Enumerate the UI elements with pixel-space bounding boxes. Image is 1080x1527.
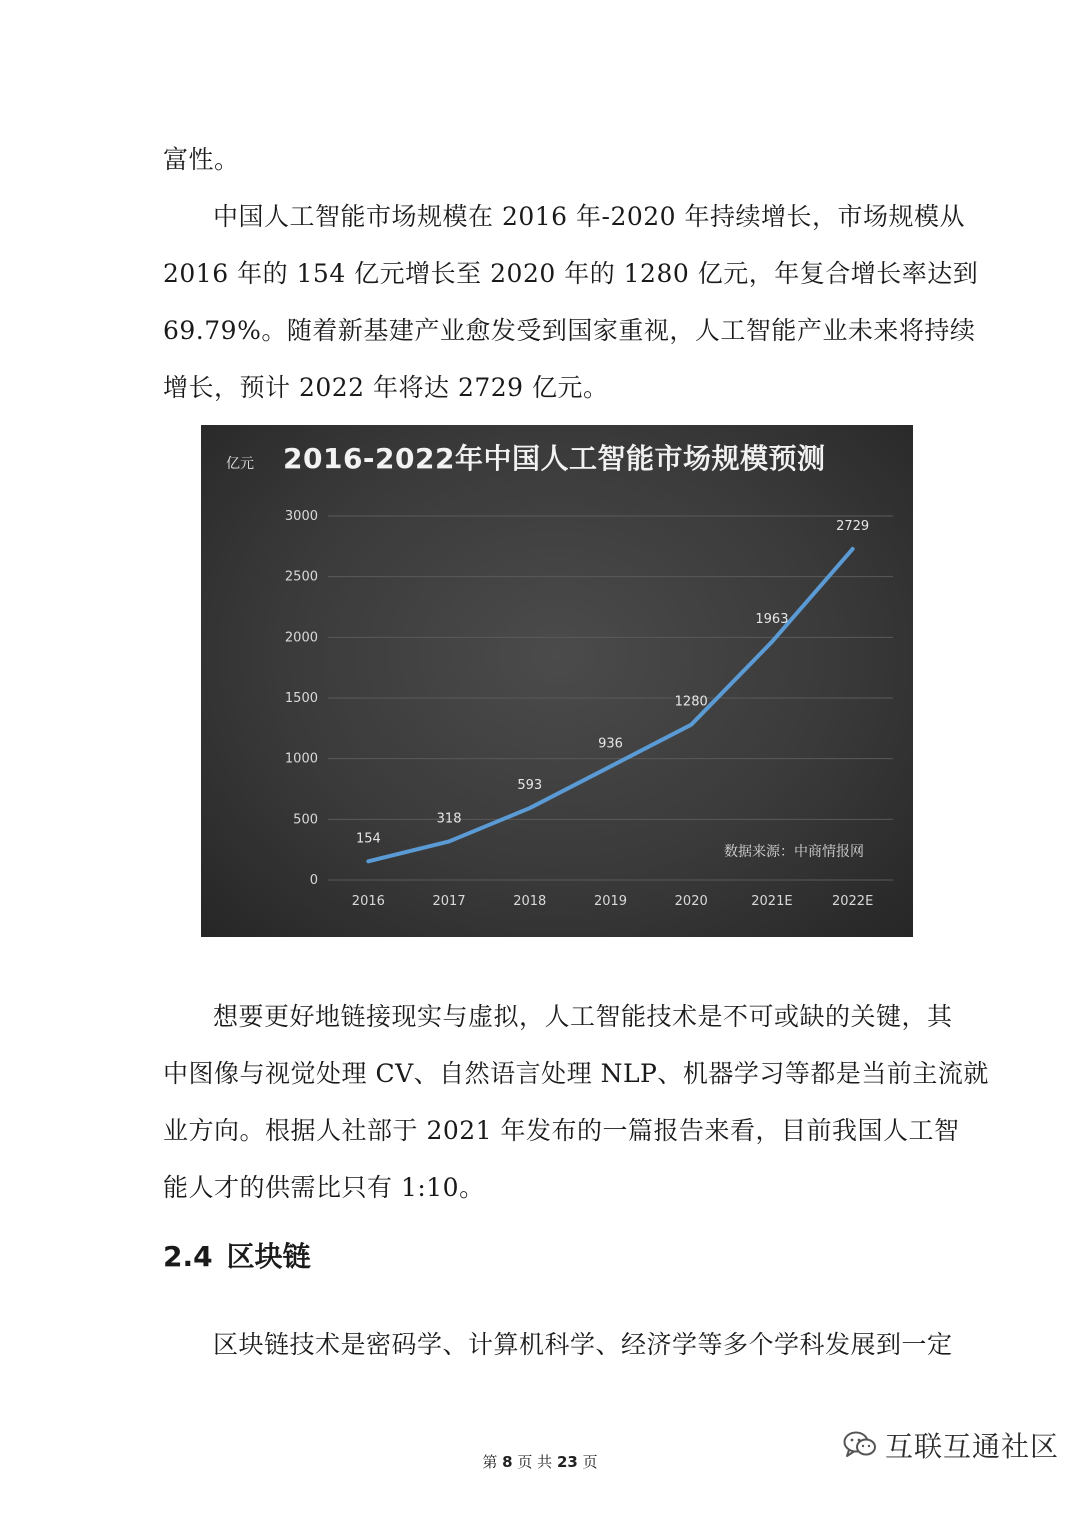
footer-middle: 页 共 xyxy=(517,1453,553,1471)
body-paragraph-3 xyxy=(163,1316,953,1373)
chart-unit-label: 亿元 xyxy=(226,456,254,472)
chart-source-note: 数据来源：中商情报网 xyxy=(724,844,864,860)
y-tick-label: 0 xyxy=(309,873,318,888)
y-tick-label: 2000 xyxy=(284,630,318,646)
x-tick-label: 2020 xyxy=(674,894,708,909)
wechat-icon xyxy=(843,1430,877,1460)
x-tick-label: 2021E xyxy=(751,894,793,909)
text-line: 69.79%。随着新基建产业愈发受到国家重视，人工智能产业未来将持续 xyxy=(163,316,976,345)
y-tick-label: 3000 xyxy=(284,509,318,524)
data-label: 593 xyxy=(517,778,543,794)
chart-title: 2016-2022年中国人工智能市场规模预测 xyxy=(283,442,826,475)
data-label: 154 xyxy=(355,831,381,847)
footer-prefix: 第 xyxy=(482,1453,498,1471)
watermark xyxy=(843,1425,1059,1465)
section-title: 区块链 xyxy=(226,1240,311,1273)
footer-total-pages: 23 xyxy=(556,1453,578,1471)
y-tick-label: 2500 xyxy=(284,569,318,585)
text-line: 想要更好地链接现实与虚拟，人工智能技术是不可或缺的关键，其 xyxy=(213,1002,953,1031)
text-line: 区块链技术是密码学、计算机科学、经济学等多个学科发展到一定 xyxy=(213,1330,953,1359)
y-tick-label: 1500 xyxy=(284,691,318,706)
text-line: 能人才的供需比只有 1:10。 xyxy=(163,1173,485,1202)
footer-page-number: 8 xyxy=(502,1453,513,1471)
data-label: 1963 xyxy=(755,611,789,627)
x-tick-label: 2017 xyxy=(432,894,466,909)
x-tick-label: 2016 xyxy=(351,894,385,909)
text-line: 富性。 xyxy=(163,145,240,174)
data-label: 1280 xyxy=(674,694,708,710)
y-tick-label: 1000 xyxy=(284,751,318,767)
x-tick-label: 2019 xyxy=(593,894,628,909)
text-line: 中国人工智能市场规模在 2016 年-2020 年持续增长，市场规模从 xyxy=(213,202,966,231)
data-label: 318 xyxy=(436,811,462,827)
x-tick-label: 2018 xyxy=(513,894,547,909)
text-line: 中图像与视觉处理 CV、自然语言处理 NLP、机器学习等都是当前主流就 xyxy=(163,1059,989,1088)
body-paragraph-2 xyxy=(163,988,989,1216)
data-label: 936 xyxy=(598,736,623,752)
section-number: 2.4 xyxy=(163,1240,213,1273)
intro-tail-paragraph xyxy=(163,131,979,416)
x-tick-label: 2022E xyxy=(831,894,874,909)
section-heading xyxy=(163,1232,311,1282)
y-tick-label: 500 xyxy=(293,812,318,828)
text-line: 2016 年的 154 亿元增长至 2020 年的 1280 亿元，年复合增长率达到 xyxy=(163,259,979,288)
text-line: 业方向。根据人社部于 2021 年发布的一篇报告来看，目前我国人工智 xyxy=(163,1116,960,1145)
data-label: 2729 xyxy=(836,518,870,534)
watermark-text: 互联互通社区 xyxy=(885,1430,1060,1463)
market-size-chart xyxy=(201,425,913,937)
text-line: 增长，预计 2022 年将达 2729 亿元。 xyxy=(163,373,609,402)
footer-suffix: 页 xyxy=(582,1453,598,1471)
